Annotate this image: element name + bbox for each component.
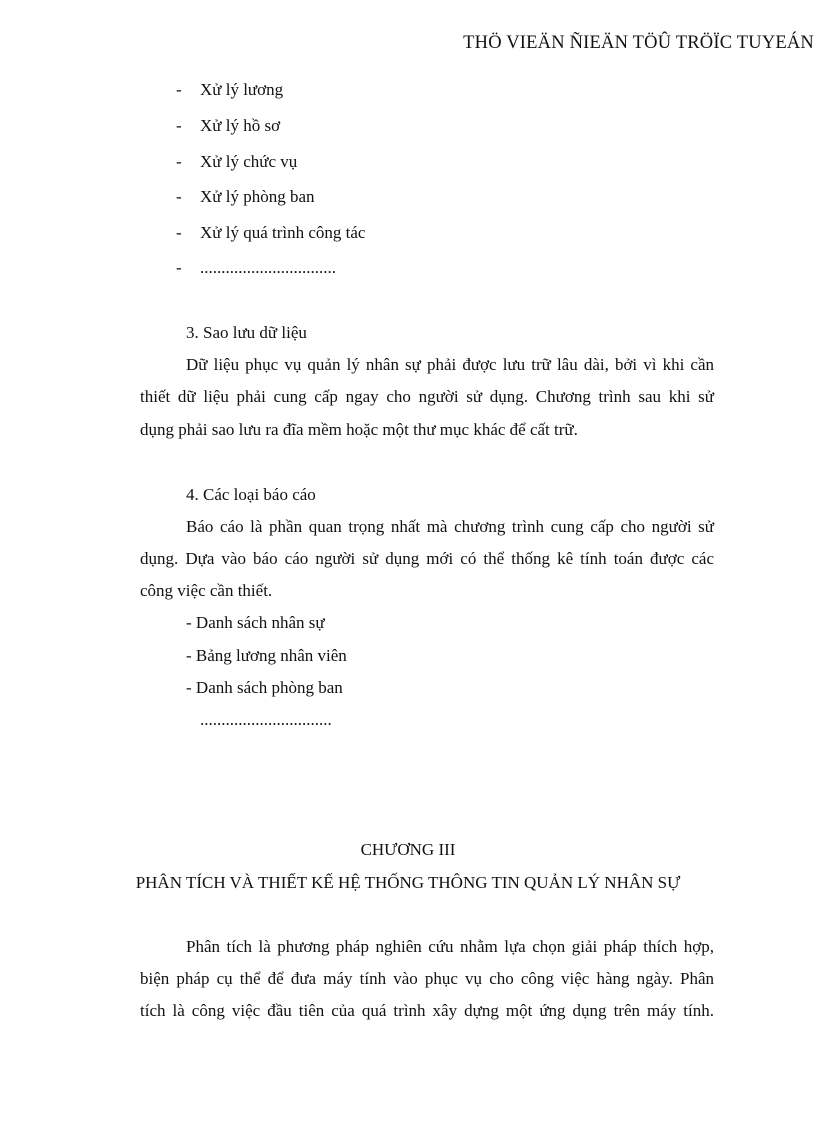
list-item: Xử lý chức vụ xyxy=(200,152,298,171)
page-header: THÖ VIEÄN ÑIEÄN TÖÛ TRÖÏC TUYEÁN xyxy=(463,33,814,53)
list-dash: - xyxy=(176,223,182,242)
list-item: Xử lý phòng ban xyxy=(200,187,315,206)
chapter-title: PHÂN TÍCH VÀ THIẾT KẾ HỆ THỐNG THÔNG TIN QUẢN LÝ NHÂN SỰ xyxy=(135,873,681,892)
report-item: - Danh sách phòng ban xyxy=(186,678,343,697)
section-3-paragraph-line: Dữ liệu phục vụ quản lý nhân sự phải được lưu trữ lâu dài, bởi vì khi cần xyxy=(186,355,714,374)
list-dash: - xyxy=(176,80,182,99)
report-item: - Bảng lương nhân viên xyxy=(186,646,347,665)
chapter-number: CHƯƠNG III xyxy=(360,840,456,859)
section-3-paragraph-line: thiết dữ liệu phải cung cấp ngay cho người sử dụng. Chương trình sau khi sử xyxy=(140,387,714,406)
list-dash: - xyxy=(176,187,182,206)
list-dash: - xyxy=(176,152,182,171)
chapter-paragraph-line: biện pháp cụ thể để đưa máy tính vào phục vụ cho công việc hàng ngày. Phân xyxy=(140,969,714,988)
list-dash: - xyxy=(176,258,182,277)
section-3-heading: 3. Sao lưu dữ liệu xyxy=(186,323,307,342)
list-item: Xử lý hồ sơ xyxy=(200,116,281,135)
section-3-paragraph-line: dụng phải sao lưu ra đĩa mềm hoặc một thư mục khác để cất trữ. xyxy=(140,420,578,439)
list-item: Xử lý quá trình công tác xyxy=(200,223,366,242)
section-4-heading: 4. Các loại báo cáo xyxy=(186,485,316,504)
section-4-paragraph-line: công việc cần thiết. xyxy=(140,581,273,600)
section-4-paragraph-line: dụng. Dựa vào báo cáo người sử dụng mới có thể thống kê tính toán được các xyxy=(140,549,714,568)
chapter-paragraph-line: tích là công việc đầu tiên của quá trình xây dựng một ứng dụng trên máy tính. xyxy=(140,1001,714,1020)
report-ellipsis: ............................... xyxy=(200,710,332,729)
list-item: Xử lý lương xyxy=(200,80,284,99)
chapter-paragraph-line: Phân tích là phương pháp nghiên cứu nhằm lựa chọn giải pháp thích hợp, xyxy=(186,937,714,956)
list-item: ................................ xyxy=(200,258,336,277)
list-dash: - xyxy=(176,116,182,135)
report-item: - Danh sách nhân sự xyxy=(186,613,325,632)
section-4-paragraph-line: Báo cáo là phần quan trọng nhất mà chương trình cung cấp cho người sử xyxy=(186,517,714,536)
